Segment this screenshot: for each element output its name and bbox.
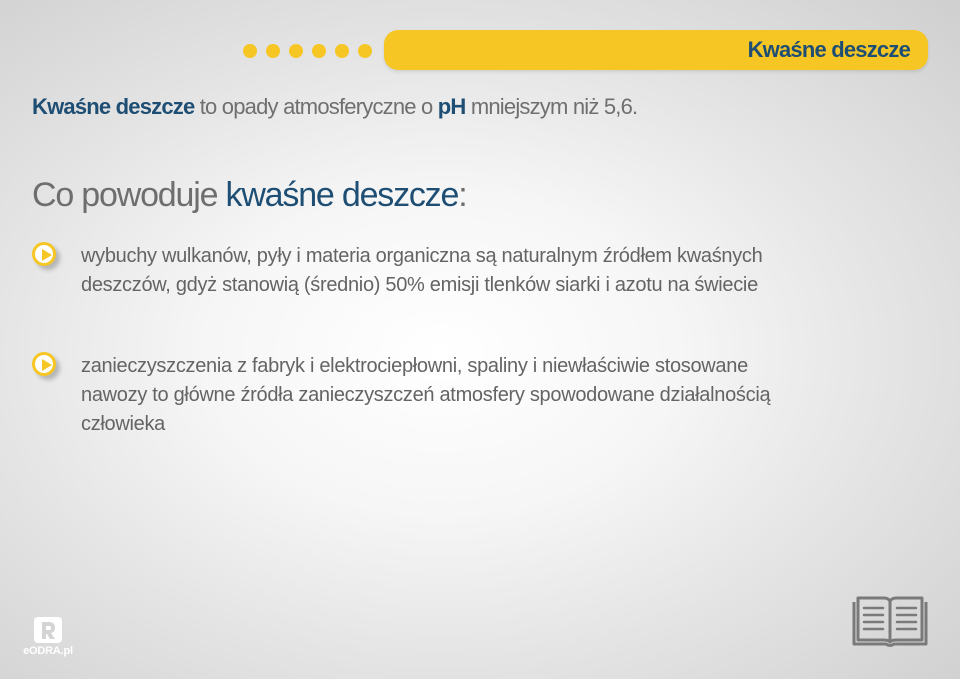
- intro-ph: pH: [437, 94, 466, 119]
- header-dot: [289, 44, 303, 58]
- bullet-text: wybuchy wulkanów, pyły i materia organiczna są naturalnym źródłem kwaśnych deszczów, gdyż stanowią (średnio) 50% emisji tlenków siarki i azotu na świecie: [81, 245, 763, 296]
- header-dot: [335, 44, 349, 58]
- bullet-text: zanieczyszczenia z fabryk i elektrociepłowni, spaliny i niewłaściwie stosowane nawozy to główne źródła zanieczyszczeń atmosfery spowodowane działalnością człowieka: [81, 355, 771, 435]
- header-dots: [243, 44, 372, 58]
- header-dot: [312, 44, 326, 58]
- header-bar: [384, 30, 928, 70]
- logo-mark-icon: [34, 617, 62, 643]
- section-heading: [32, 176, 466, 215]
- play-circle-icon: [32, 352, 56, 376]
- bullet-item: [32, 242, 812, 300]
- play-circle-icon: [32, 242, 56, 266]
- header-dot: [358, 44, 372, 58]
- intro-text: to opady atmosferyczne o: [194, 94, 438, 119]
- heading-suffix: :: [458, 176, 467, 214]
- header-title: Kwaśne deszcze: [747, 37, 910, 62]
- heading-prefix: Co powoduje: [32, 176, 226, 214]
- intro-text-end: mniejszym niż 5,6.: [465, 94, 638, 119]
- header-dot: [243, 44, 257, 58]
- heading-highlight: kwaśne deszcze: [225, 176, 459, 214]
- logo-text: eODRA.pl: [23, 645, 73, 657]
- intro-sentence: [32, 94, 637, 120]
- header-dot: [266, 44, 280, 58]
- bullet-item: [32, 352, 812, 439]
- open-book-icon: [850, 592, 930, 655]
- intro-term: Kwaśne deszcze: [32, 94, 195, 119]
- eodra-logo: [22, 617, 74, 657]
